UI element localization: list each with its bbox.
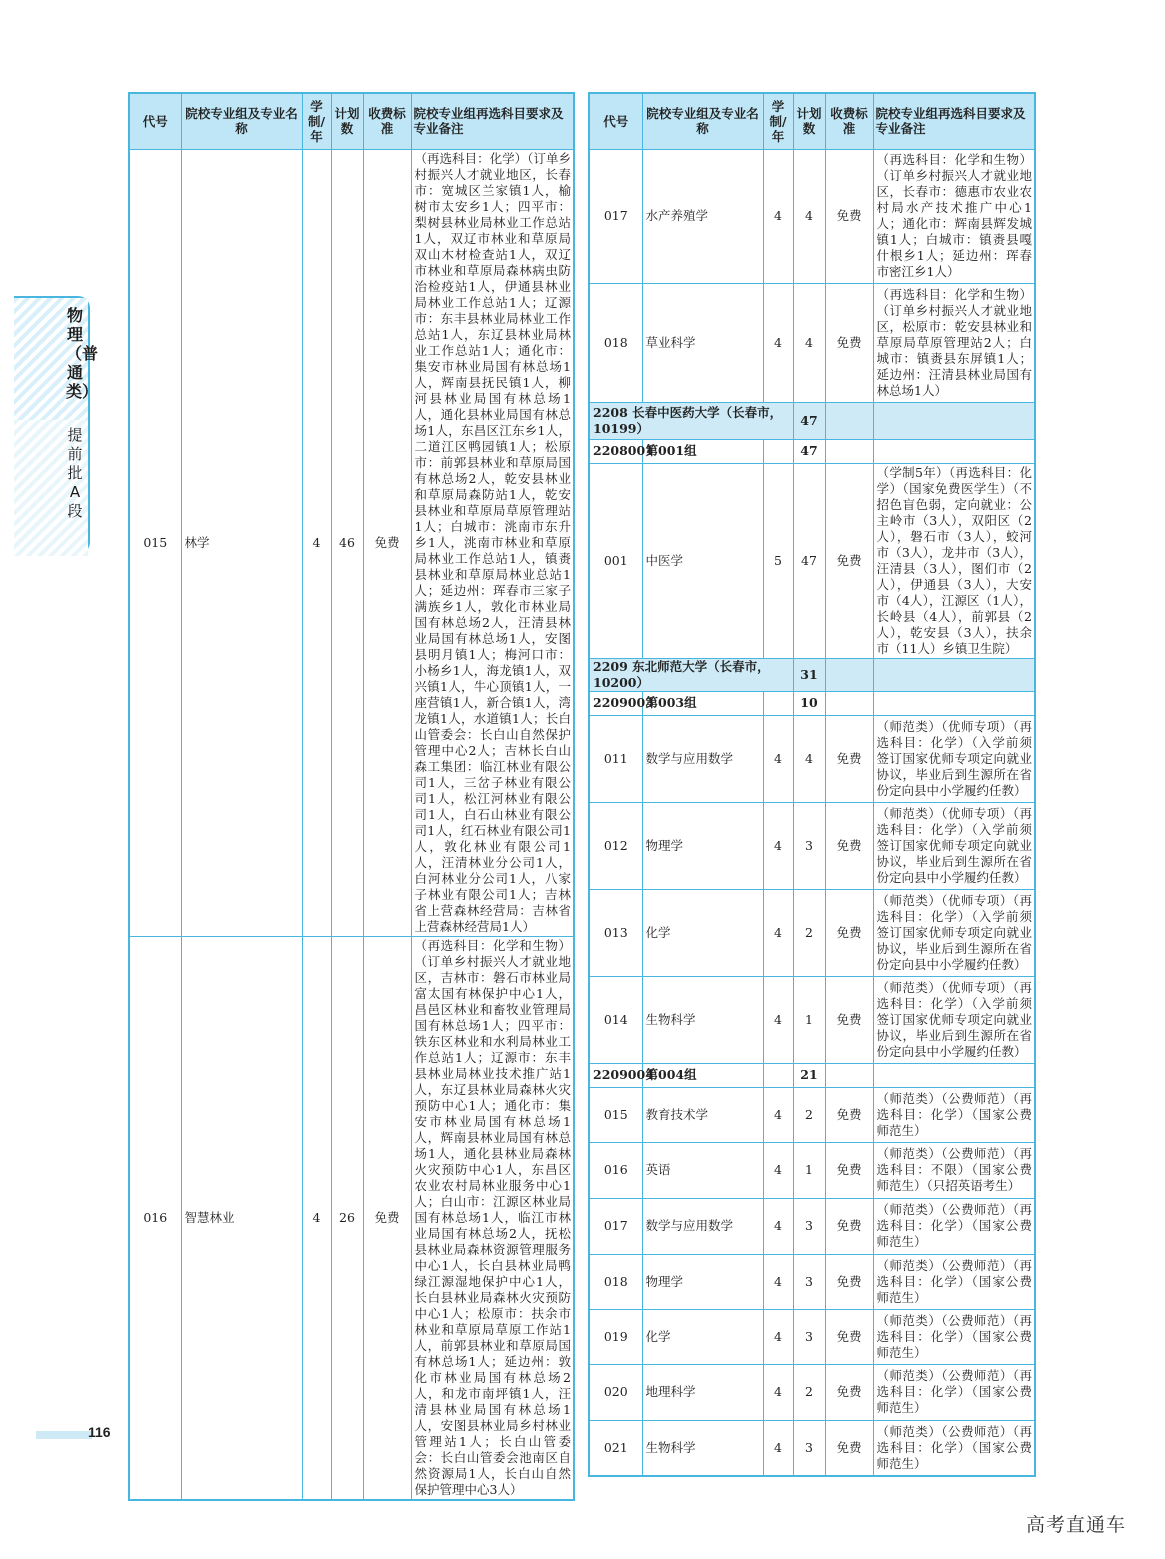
header-name: 院校专业组及专业名称 [642, 93, 763, 149]
admission-table-right [588, 92, 1036, 1477]
major-name: 生物科学 [642, 1420, 763, 1476]
major-plan: 4 [793, 283, 825, 402]
side-tab-batch: 提前批A段 [67, 426, 83, 520]
major-years: 4 [763, 1420, 793, 1476]
major-fee: 免费 [825, 463, 873, 658]
major-years: 4 [763, 1309, 793, 1364]
major-years: 4 [763, 802, 793, 889]
major-years: 4 [302, 936, 331, 1500]
table-row [589, 149, 1035, 283]
major-years: 4 [763, 1254, 793, 1309]
major-name: 化学 [642, 889, 763, 976]
major-name: 英语 [642, 1142, 763, 1198]
major-name: 数学与应用数学 [642, 715, 763, 802]
watermark-text: 高考直通车 [1026, 1514, 1127, 1536]
major-fee: 免费 [825, 149, 873, 283]
major-note: （师范类）（公费师范）（再选科目：化学）（国家公费师范生） [873, 1254, 1035, 1309]
major-plan: 1 [793, 1142, 825, 1198]
major-fee: 免费 [825, 1420, 873, 1476]
major-fee: 免费 [363, 936, 411, 1500]
table-row [589, 463, 1035, 658]
school-fee [825, 658, 873, 691]
header-note: 院校专业组再选科目要求及专业备注 [411, 93, 574, 149]
group-code: 2208001 [589, 439, 642, 463]
major-note: （师范类）（公费师范）（再选科目：化学）（国家公费师范生） [873, 1198, 1035, 1254]
table-row [129, 149, 574, 936]
major-name: 化学 [642, 1309, 763, 1364]
major-years: 4 [763, 976, 793, 1063]
major-note: （师范类）（公费师范）（再选科目：化学）（国家公费师范生） [873, 1420, 1035, 1476]
table-row [589, 1364, 1035, 1420]
major-years: 4 [763, 1198, 793, 1254]
major-code: 011 [589, 715, 642, 802]
major-name: 物理学 [642, 802, 763, 889]
header-plan: 计划数 [793, 93, 825, 149]
major-plan: 3 [793, 1420, 825, 1476]
school-fee [825, 402, 873, 439]
major-fee: 免费 [825, 889, 873, 976]
major-code: 016 [589, 1142, 642, 1198]
major-note: （再选科目：化学和生物）（订单乡村振兴人才就业地区，长春市：德惠市农业农村局水产技术推广中心1人；通化市：辉南县辉发城镇1人；白城市：镇赉县嘎什根乡1人；延边州：珲春市密江乡1人） [873, 149, 1035, 283]
table-row [589, 1198, 1035, 1254]
major-plan: 26 [331, 936, 363, 1500]
group-name: 第003组 [642, 691, 763, 715]
major-plan: 47 [793, 463, 825, 658]
major-note: （师范类）（优师专项）（再选科目：化学）（入学前须签订国家优师专项定向就业协议，毕业后到生源所在省份定向县中小学履约任教） [873, 976, 1035, 1063]
major-code: 014 [589, 976, 642, 1063]
major-note: （再选科目：化学和生物）（订单乡村振兴人才就业地区，松原市：乾安县林业和草原局草原管理站2人；白城市：镇赉县东屏镇1人；延边州：汪清县林业局国有林总场1人） [873, 283, 1035, 402]
major-years: 4 [763, 1142, 793, 1198]
major-note: （师范类）（优师专项）（再选科目：化学）（入学前须签订国家优师专项定向就业协议，毕业后到生源所在省份定向县中小学履约任教） [873, 889, 1035, 976]
school-note [873, 658, 1035, 691]
group-years [763, 691, 793, 715]
major-years: 4 [763, 1364, 793, 1420]
major-years: 5 [763, 463, 793, 658]
major-years: 4 [763, 889, 793, 976]
group-plan: 21 [793, 1063, 825, 1087]
major-plan: 1 [793, 976, 825, 1063]
table-row [589, 889, 1035, 976]
major-fee: 免费 [825, 1309, 873, 1364]
major-note: （师范类）（优师专项）（再选科目：化学）（入学前须签订国家优师专项定向就业协议，毕业后到生源所在省份定向县中小学履约任教） [873, 715, 1035, 802]
admission-table-left [128, 92, 575, 1501]
major-fee: 免费 [825, 1198, 873, 1254]
major-name: 中医学 [642, 463, 763, 658]
side-tab-category: 物理（普通类） [66, 306, 99, 401]
group-row [589, 439, 1035, 463]
major-plan: 4 [793, 715, 825, 802]
major-code: 001 [589, 463, 642, 658]
major-fee: 免费 [825, 1142, 873, 1198]
major-plan: 2 [793, 1364, 825, 1420]
major-years: 4 [302, 149, 331, 936]
group-fee [825, 1063, 873, 1087]
major-name: 教育技术学 [642, 1087, 763, 1142]
table-row [129, 936, 574, 1500]
major-years: 4 [763, 715, 793, 802]
major-name: 数学与应用数学 [642, 1198, 763, 1254]
table-row [589, 1309, 1035, 1364]
major-years: 4 [763, 1087, 793, 1142]
major-plan: 46 [331, 149, 363, 936]
major-note: （师范类）（公费师范）（再选科目：不限）（国家公费师范生）（只招英语考生） [873, 1142, 1035, 1198]
major-code: 019 [589, 1309, 642, 1364]
major-fee: 免费 [825, 283, 873, 402]
school-row [589, 658, 1035, 691]
major-fee: 免费 [825, 1254, 873, 1309]
group-code: 2209003 [589, 691, 642, 715]
major-code: 021 [589, 1420, 642, 1476]
table-body-right [589, 149, 1035, 1476]
header-code: 代号 [129, 93, 181, 149]
major-plan: 2 [793, 1087, 825, 1142]
major-fee: 免费 [363, 149, 411, 936]
table-row [589, 1420, 1035, 1476]
header-years: 学制/年 [763, 93, 793, 149]
school-name: 2209 东北师范大学（长春市，10200） [589, 658, 793, 691]
header-note: 院校专业组再选科目要求及专业备注 [873, 93, 1035, 149]
group-row [589, 1063, 1035, 1087]
major-name: 林学 [181, 149, 302, 936]
major-name: 地理科学 [642, 1364, 763, 1420]
major-code: 016 [129, 936, 181, 1500]
header-fee: 收费标准 [363, 93, 411, 149]
group-name: 第001组 [642, 439, 763, 463]
school-plan: 47 [793, 402, 825, 439]
header-code: 代号 [589, 93, 642, 149]
major-fee: 免费 [825, 1364, 873, 1420]
group-plan: 47 [793, 439, 825, 463]
major-years: 4 [763, 149, 793, 283]
school-row [589, 402, 1035, 439]
school-plan: 31 [793, 658, 825, 691]
major-note: （再选科目：化学）（订单乡村振兴人才就业地区，长春市：宽城区兰家镇1人，榆树市太安乡1人；四平市：梨树县林业局林业工作总站1人，双辽市林业和草原局双山木材检查站1人，双辽市林业和草原局森林病虫防治检疫站1人，伊通县林业局林业工作总站1人；辽源市：东丰县林业局林业工作总站1人，东辽县林业局林业工作总站1人；通化市：集安市林业局国有林总场1人，辉南县抚民镇1人，柳河县林业局国有林总场1人，通化县林业局国有林总场1人，东昌区江东乡1人，二道江区鸭园镇1人；松原市：前郭县林业和草原局国有林总场2人，乾安县林业和草原局森防站1人，乾安县林业和草原局草原管理站1人；白城市：洮南市东升乡1人，洮南市林业和草原局林业工作总站1人，镇赉县林业和草原局林业总站1人；延边州：珲春市三家子满族乡1人，敦化市林业局国有林总场2人，汪清县林业局国有林总场1人，安图县明月镇1人；梅河口市：小杨乡1人，海龙镇1人，双兴镇1人，牛心顶镇1人，一座营镇1人，新合镇1人，湾龙镇1人，水道镇1人；长白山管委会：长白山自然保护管理中心2人；吉林长白山森工集团：临江林业有限公司1人，三岔子林业有限公司1人，松江河林业有限公司1人，白石山林业有限公司1人，红石林业有限公司1人，敦化林业有限公司1人，汪清林业分公司1人，白河林业分公司1人，八家子林业有限公司1人；吉林省上营森林经营局：吉林省上营森林经营局1人） [411, 149, 574, 936]
major-code: 020 [589, 1364, 642, 1420]
school-name: 2208 长春中医药大学（长春市，10199） [589, 402, 793, 439]
major-note: （师范类）（公费师范）（再选科目：化学）（国家公费师范生） [873, 1364, 1035, 1420]
major-code: 017 [589, 1198, 642, 1254]
group-years [763, 1063, 793, 1087]
table-row [589, 1254, 1035, 1309]
major-name: 草业科学 [642, 283, 763, 402]
table-row [589, 1087, 1035, 1142]
major-code: 013 [589, 889, 642, 976]
table-row [589, 976, 1035, 1063]
major-fee: 免费 [825, 976, 873, 1063]
major-plan: 3 [793, 1198, 825, 1254]
page-number: 116 [88, 1424, 111, 1440]
table-row [589, 283, 1035, 402]
major-note: （师范类）（公费师范）（再选科目：化学）（国家公费师范生） [873, 1309, 1035, 1364]
group-code: 2209004 [589, 1063, 642, 1087]
major-code: 012 [589, 802, 642, 889]
header-years: 学制/年 [302, 93, 331, 149]
group-note [873, 1063, 1035, 1087]
group-years [763, 439, 793, 463]
school-note [873, 402, 1035, 439]
major-plan: 3 [793, 802, 825, 889]
major-note: （学制5年）（再选科目：化学）（国家免费医学生）（不招色盲色弱，定向就业：公主岭市（3人），双阳区（2人），磐石市（3人），蛟河市（3人），龙井市（3人），汪清县（3人），图们市（2人），伊通县（3人），大安市（4人），江源区（1人），长岭县（4人），前郭县（2人），乾安县（3人），扶余市（11人）乡镇卫生院） [873, 463, 1035, 658]
major-plan: 4 [793, 149, 825, 283]
group-name: 第004组 [642, 1063, 763, 1087]
major-code: 018 [589, 283, 642, 402]
major-name: 智慧林业 [181, 936, 302, 1500]
group-fee [825, 439, 873, 463]
group-plan: 10 [793, 691, 825, 715]
major-code: 015 [589, 1087, 642, 1142]
page-number-bar [36, 1431, 92, 1439]
table-row [589, 802, 1035, 889]
header-fee: 收费标准 [825, 93, 873, 149]
major-plan: 2 [793, 889, 825, 976]
group-note [873, 691, 1035, 715]
major-note: （再选科目：化学和生物）（订单乡村振兴人才就业地区，吉林市：磐石市林业局富太国有林保护中心1人，昌邑区林业和畜牧业管理局国有林总场1人；四平市：铁东区林业和水利局林业工作总站1人；辽源市：东丰县林业局林业技术推广站1人，东辽县林业局森林火灾预防中心1人；通化市：集安市林业局国有林总场1人，辉南县林业局国有林总场1人，通化县林业局森林火灾预防中心1人，东昌区农业农村局林业服务中心1人；白山市：江源区林业局国有林总场1人，临江市林业局国有林总场2人，抚松县林业局森林资源管理服务中心1人，长白县林业局鸭绿江源湿地保护中心1人，长白县林业局森林火灾预防中心1人；松原市：扶余市林业和草原局草原工作站1人，前郭县林业和草原局国有林总场1人；延边州：敦化市林业局国有林总场2人，和龙市南坪镇1人，汪清县林业局国有林总场1人，安图县林业局乡村林业管理站1人；长白山管委会：长白山管委会池南区自然资源局1人，长白山自然保护管理中心3人） [411, 936, 574, 1500]
table-row [589, 715, 1035, 802]
major-plan: 3 [793, 1254, 825, 1309]
major-name: 物理学 [642, 1254, 763, 1309]
major-fee: 免费 [825, 1087, 873, 1142]
table-body-left [129, 149, 574, 1500]
major-fee: 免费 [825, 715, 873, 802]
major-plan: 3 [793, 1309, 825, 1364]
table-row [589, 1142, 1035, 1198]
major-name: 生物科学 [642, 976, 763, 1063]
major-note: （师范类）（优师专项）（再选科目：化学）（入学前须签订国家优师专项定向就业协议，毕业后到生源所在省份定向县中小学履约任教） [873, 802, 1035, 889]
major-name: 水产养殖学 [642, 149, 763, 283]
header-plan: 计划数 [331, 93, 363, 149]
major-fee: 免费 [825, 802, 873, 889]
group-fee [825, 691, 873, 715]
major-years: 4 [763, 283, 793, 402]
major-note: （师范类）（公费师范）（再选科目：化学）（国家公费师范生） [873, 1087, 1035, 1142]
major-code: 017 [589, 149, 642, 283]
major-code: 018 [589, 1254, 642, 1309]
group-row [589, 691, 1035, 715]
section-side-tab [14, 296, 99, 554]
group-note [873, 439, 1035, 463]
major-code: 015 [129, 149, 181, 936]
header-name: 院校专业组及专业名称 [181, 93, 302, 149]
